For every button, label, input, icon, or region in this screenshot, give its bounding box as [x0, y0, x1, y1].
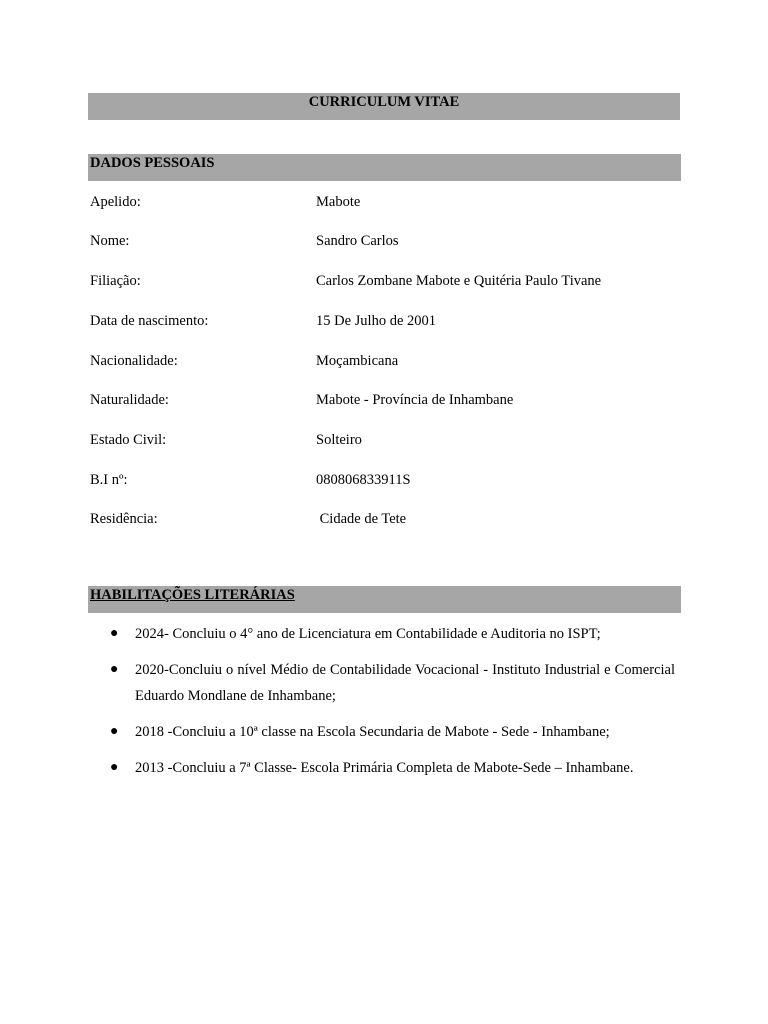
field-value: Cidade de Tete [316, 511, 407, 527]
list-item [110, 621, 675, 647]
field-row-estado-civil [90, 430, 680, 450]
field-value: Mabote - Província de Inhambane [316, 392, 514, 408]
field-value: Moçambicana [316, 353, 399, 369]
bullet-dot-icon: ● [110, 724, 119, 739]
field-row-bi [90, 470, 680, 490]
document-title-bar [88, 93, 680, 120]
list-item [110, 657, 675, 709]
section-heading-personal-label: DADOS PESSOAIS [90, 155, 215, 171]
field-label: Residência: [90, 511, 158, 527]
section-heading-education [88, 586, 681, 613]
field-label: Nome: [90, 233, 130, 249]
field-label: Filiação: [90, 273, 141, 289]
field-label: Nacionalidade: [90, 353, 178, 369]
field-value: Sandro Carlos [316, 233, 399, 249]
field-label: Apelido: [90, 194, 141, 210]
field-row-filiacao [90, 271, 680, 291]
education-item-text: 2020-Concluiu o nível Médio de Contabilidade Vocacional - Instituto Industrial e Comercial Eduardo Mondlane de Inhambane; [135, 662, 675, 704]
document-title: CURRICULUM VITAE [308, 94, 460, 110]
field-row-naturalidade [90, 390, 680, 410]
field-row-nome [90, 231, 680, 251]
bullet-dot-icon: ● [110, 626, 119, 641]
field-value: Solteiro [316, 432, 362, 448]
field-value: Mabote [316, 194, 361, 210]
field-label: Naturalidade: [90, 392, 169, 408]
bullet-dot-icon: ● [110, 662, 119, 677]
field-row-nacionalidade [90, 351, 680, 371]
field-value: 15 De Julho de 2001 [316, 313, 437, 329]
field-label: B.I nº: [90, 472, 128, 488]
bullet-dot-icon: ● [110, 760, 119, 775]
field-label: Data de nascimento: [90, 313, 209, 329]
field-row-data-nascimento [90, 311, 680, 331]
section-heading-personal [88, 154, 681, 181]
education-item-text: 2024- Concluiu o 4° ano de Licenciatura em Contabilidade e Auditoria no ISPT; [135, 626, 601, 642]
section-heading-education-label: HABILITAÇÕES LITERÁRIAS [90, 587, 295, 603]
education-item-text: 2018 -Concluiu a 10ª classe na Escola Secundaria de Mabote - Sede - Inhambane; [135, 724, 610, 740]
list-item [110, 755, 675, 781]
field-value: Carlos Zombane Mabote e Quitéria Paulo Tivane [316, 273, 602, 289]
field-label: Estado Civil: [90, 432, 167, 448]
education-item-text: 2013 -Concluiu a 7ª Classe- Escola Primária Completa de Mabote-Sede – Inhambane. [135, 760, 634, 776]
list-item [110, 719, 675, 745]
field-value: 080806833911S [316, 472, 411, 488]
field-row-apelido [90, 192, 680, 212]
field-row-residencia [90, 509, 680, 529]
